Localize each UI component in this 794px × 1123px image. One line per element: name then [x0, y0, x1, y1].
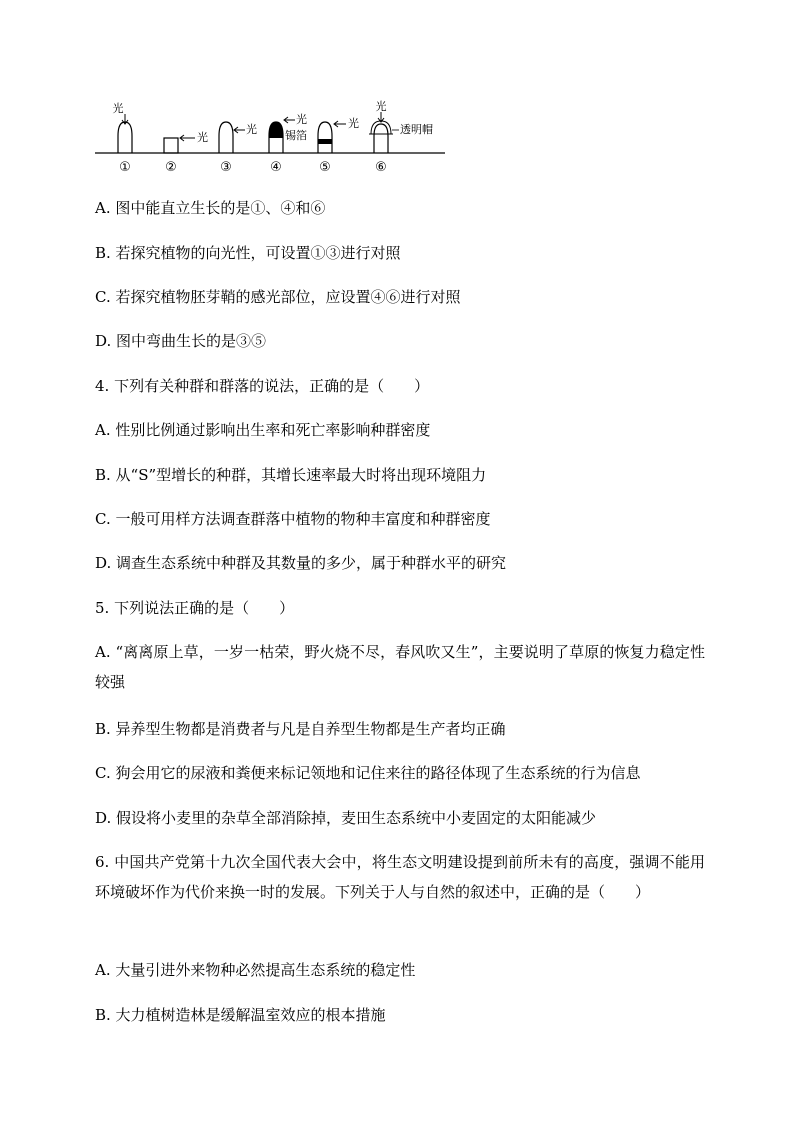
- figure-number-4: ④: [270, 160, 282, 175]
- q5-option-b: B. 异养型生物都是消费者与凡是自养型生物都是生产者均正确: [95, 720, 506, 738]
- q5-option-d: D. 假设将小麦里的杂草全部消除掉，麦田生态系统中小麦固定的太阳能减少: [95, 809, 597, 827]
- q4-option-a: A. 性别比例通过影响出生率和死亡率影响种群密度: [95, 421, 431, 439]
- q3-option-b: B. 若探究植物的向光性，可设置①③进行对照: [95, 244, 401, 262]
- q3-option-a: A. 图中能直立生长的是①、④和⑥: [95, 199, 326, 217]
- q4-option-d: D. 调查生态系统中种群及其数量的多少，属于种群水平的研究: [95, 554, 507, 572]
- q5-option-a: A. “离离原上草，一岁一枯荣，野火烧不尽，春风吹又生”，主要说明了草原的恢复力稳定性较强: [95, 643, 705, 691]
- coleoptile-5: [318, 122, 332, 153]
- q5-option-c: C. 狗会用它的尿液和粪便来标记领地和记住来往的路径体现了生态系统的行为信息: [95, 764, 641, 782]
- foil-band-5: [318, 139, 332, 144]
- light-label-5: 光: [348, 117, 359, 130]
- figure-number-3: ③: [220, 160, 232, 175]
- light-label-6: 光: [375, 100, 387, 113]
- q6-stem: 6. 中国共产党第十九次全国代表大会中，将生态文明建设提到前所未有的高度，强调不能用环境破坏作为代价来换一时的发展。下列关于人与自然的叙述中，正确的是（ ）: [95, 853, 705, 901]
- light-label-1: 光: [112, 102, 124, 115]
- figure-number-2: ②: [165, 160, 177, 175]
- light-label-4: 光: [296, 113, 307, 126]
- foil-label-4: 锡箔: [285, 129, 307, 142]
- cap-label-6: 透明帽: [400, 123, 433, 136]
- coleoptile-3: [219, 122, 233, 153]
- figure-number-6: ⑥: [375, 160, 387, 175]
- q6-option-a: A. 大量引进外来物种必然提高生态系统的稳定性: [95, 961, 416, 979]
- q5-stem: 5. 下列说法正确的是（ ）: [95, 599, 295, 617]
- q3-option-c: C. 若探究植物胚芽鞘的感光部位，应设置④⑥进行对照: [95, 288, 461, 306]
- decapitated-2: [164, 138, 178, 153]
- q4-option-b: B. 从“S”型增长的种群，其增长速率最大时将出现环境阻力: [95, 466, 487, 484]
- figure-number-5: ⑤: [319, 160, 331, 175]
- light-label-3: 光: [246, 123, 257, 136]
- light-label-2: 光: [197, 131, 208, 144]
- coleoptile-diagram: [95, 98, 455, 178]
- coleoptile-1: [118, 122, 132, 153]
- q4-stem: 4. 下列有关种群和群落的说法，正确的是（ ）: [95, 377, 430, 395]
- q6-option-b: B. 大力植树造林是缓解温室效应的根本措施: [95, 1006, 386, 1024]
- coleoptile-6: [374, 124, 388, 153]
- q3-option-d: D. 图中弯曲生长的是③⑤: [95, 332, 267, 350]
- q4-option-c: C. 一般可用样方法调查群落中植物的物种丰富度和种群密度: [95, 510, 491, 528]
- coleoptile-figure: [95, 98, 455, 178]
- figure-number-1: ①: [119, 160, 131, 175]
